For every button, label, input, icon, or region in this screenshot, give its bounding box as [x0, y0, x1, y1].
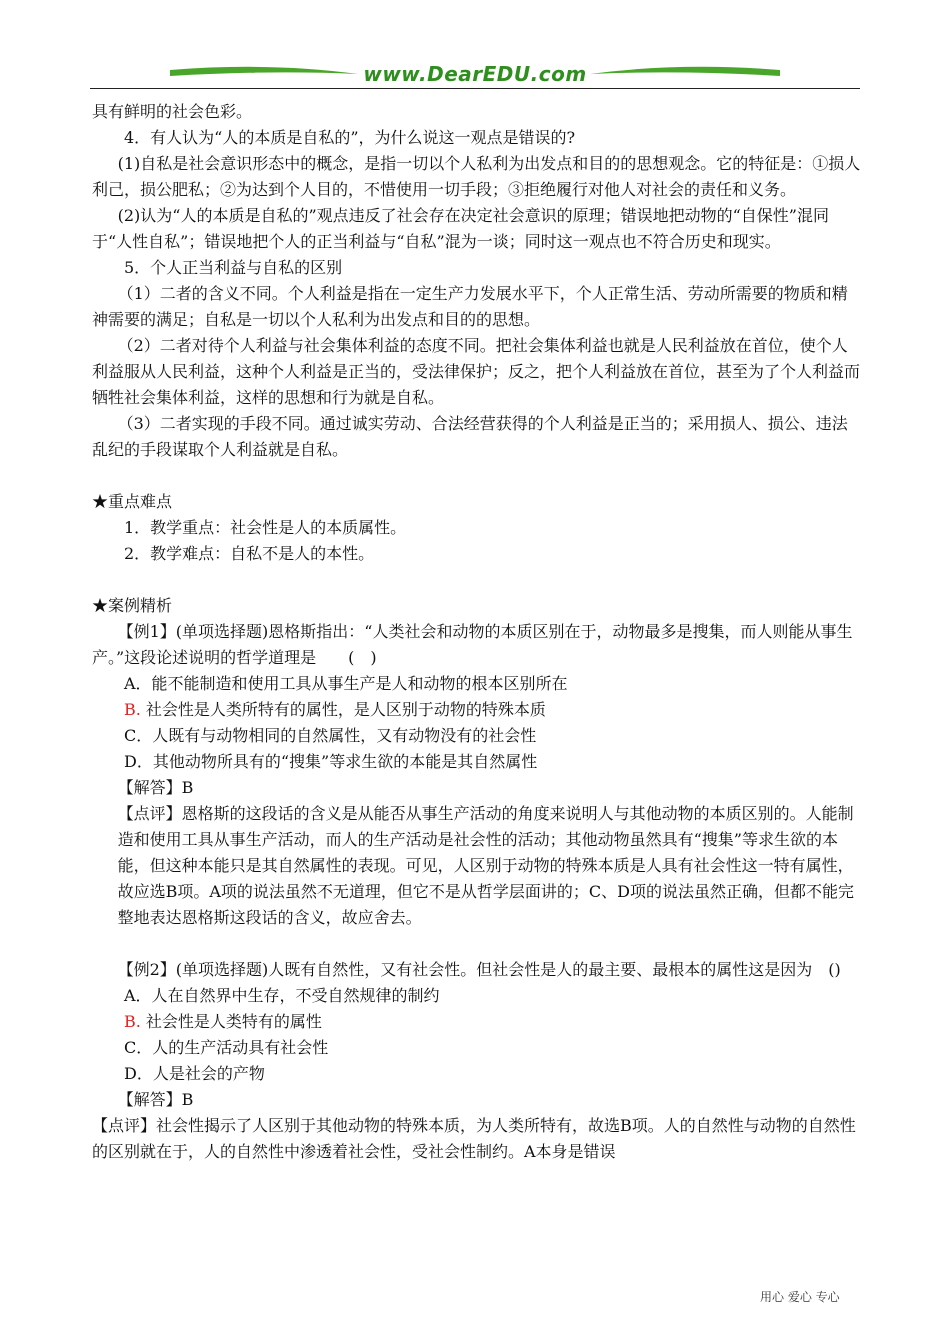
example-1-option-a: A．能不能制造和使用工具从事生产是人和动物的根本区别所在	[124, 674, 568, 693]
example-2-question: 【例2】(单项选择题)人既有自然性，又有社会性。但社会性是人的最主要、最根本的属性这是因为 ()	[117, 960, 841, 979]
example-1-question: 【例1】(单项选择题)恩格斯指出：“人类社会和动物的本质区别在于，动物最多是搜集，而人则能从事生产。”这段论述说明的哲学道理是 ( )	[92, 622, 853, 667]
site-header	[90, 60, 860, 90]
example-2-option-b	[92, 1009, 862, 1035]
answer-5-3: （3）二者实现的手段不同。通过诚实劳动、合法经营获得的个人利益是正当的；采用损人、损公、违法乱纪的手段谋取个人利益就是自私。	[92, 414, 848, 459]
example-1-comment: 【点评】恩格斯的这段话的含义是从能否从事生产活动的角度来说明人与其他动物的本质区别的。人能制造和使用工具从事生产活动，而人的生产活动是社会性的活动；其他动物虽然具有“搜集”等求生欲的本能，但这种本能只是其自然属性的表现。可见，人区别于动物的特殊本质是人具有社会性这一特有属性，故应选B项。A项的说法虽然不无道理，但它不是从哲学层面讲的；C、D项的说法虽然正确，但都不能完整地表达恩格斯这段话的含义，故应舍去。	[117, 804, 854, 927]
example-2-option-a: A．人在自然界中生存，不受自然规律的制约	[124, 986, 440, 1005]
example-1-option-b	[92, 697, 862, 723]
answer-4-2: (2)认为“人的本质是自私的”观点违反了社会存在决定社会意识的原理；错误地把动物的“自保性”混同于“人性自私”；错误地把个人的正当利益与“自私”混为一谈；同时这一观点也不符合历史和现实。	[92, 206, 829, 251]
answer-4-1: (1)自私是社会意识形态中的概念，是指一切以个人私利为出发点和目的的思想观念。它的特征是：①损人利己，损公肥私；②为达到个人目的，不惜使用一切手段；③拒绝履行对他人对社会的责任和义务。	[92, 154, 861, 199]
section-heading-key-points: ★重点难点	[92, 492, 173, 511]
header-rule	[90, 88, 860, 89]
key-point-1: 1．教学重点：社会性是人的本质属性。	[124, 518, 407, 537]
option-b-letter: B.	[124, 700, 141, 719]
site-logo-text[interactable]: www.DearEDU.com	[363, 62, 587, 86]
example-2-option-c: C．人的生产活动具有社会性	[124, 1038, 329, 1057]
example-1-answer: 【解答】B	[117, 778, 194, 797]
option-b-text: 社会性是人类特有的属性	[140, 1012, 322, 1031]
option-b-letter: B.	[124, 1012, 141, 1031]
example-1-option-d: D．其他动物所具有的“搜集”等求生欲的本能是其自然属性	[124, 752, 538, 771]
example-2-option-d: D．人是社会的产物	[124, 1064, 265, 1083]
question-4: 4．有人认为“人的本质是自私的”，为什么说这一观点是错误的?	[124, 128, 576, 147]
example-2-answer: 【解答】B	[117, 1090, 194, 1109]
answer-5-2: （2）二者对待个人利益与社会集体利益的态度不同。把社会集体利益也就是人民利益放在首位，使个人利益服从人民利益，这种个人利益是正当的，受法律保护；反之，把个人利益放在首位，甚至为了个人利益而牺牲社会集体利益，这样的思想和行为就是自私。	[92, 336, 861, 407]
answer-5-1: （1）二者的含义不同。个人利益是指在一定生产力发展水平下，个人正常生活、劳动所需要的物质和精神需要的满足；自私是一切以个人私利为出发点和目的的思想。	[92, 284, 848, 329]
question-5: 5．个人正当利益与自私的区别	[124, 258, 343, 277]
example-2-comment: 【点评】社会性揭示了人区别于其他动物的特殊本质，为人类所特有，故选B项。人的自然性与动物的自然性的区别就在于，人的自然性中渗透着社会性，受社会性制约。A本身是错误	[92, 1116, 856, 1161]
para-line: 具有鲜明的社会色彩。	[92, 102, 253, 121]
option-b-text: 社会性是人类所特有的属性，是人区别于动物的特殊本质	[140, 700, 546, 719]
document-body	[92, 99, 862, 1165]
page-footer: 用心 爱心 专心	[760, 1290, 840, 1304]
section-heading-cases: ★案例精析	[92, 596, 173, 615]
key-point-2: 2．教学难点：自私不是人的本性。	[124, 544, 375, 563]
example-1-option-c: C．人既有与动物相同的自然属性，又有动物没有的社会性	[124, 726, 537, 745]
